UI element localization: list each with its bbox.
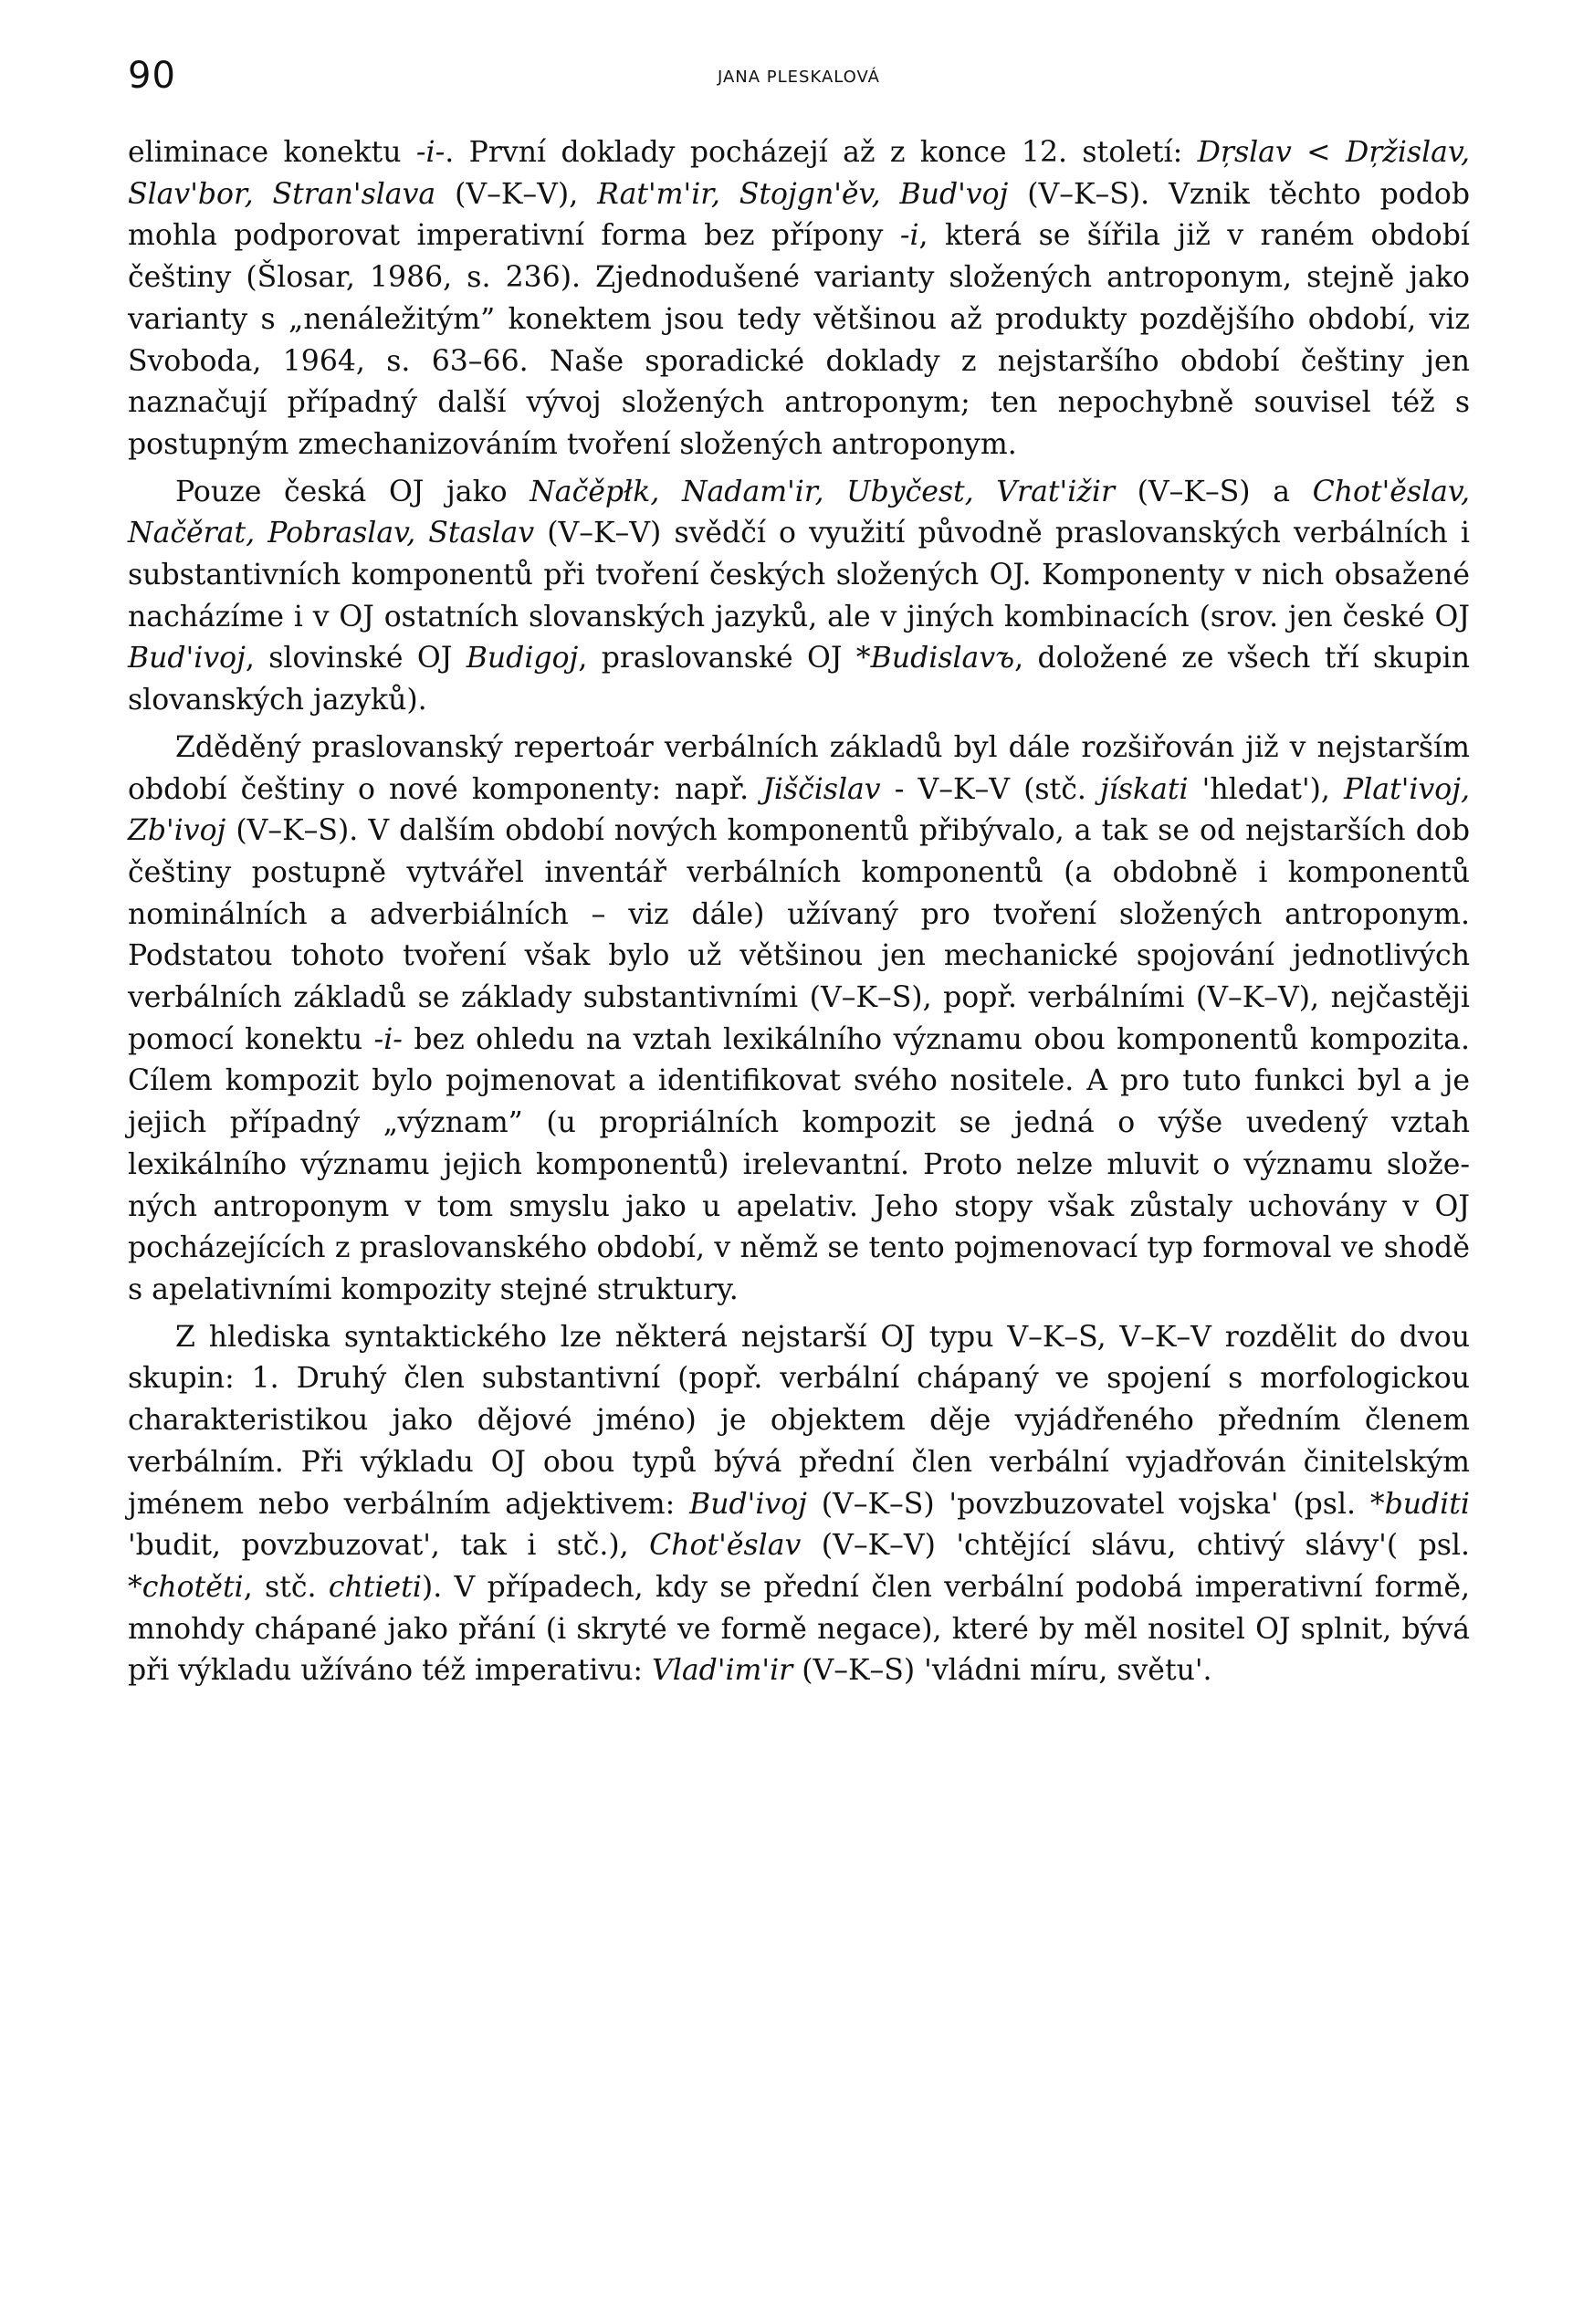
text-run: . První doklady pocházejí až z konce 12. století: [445,136,1198,169]
text-run: Zděděný praslovanský repertoár verbálních základů byl dále rozšiřován již v nejstarším období češtiny o nové komponenty: např. [128,730,1470,806]
italic-term: Jiščislav [762,772,881,806]
page-number: 90 [128,55,176,97]
italic-term: *buditi [1369,1487,1470,1521]
italic-term: -i- [373,1022,403,1056]
italic-term: Dŗslav [1197,136,1292,169]
text-run: , která se šířila již v raném období češtiny (Šlosar, 1986, s. 236). Zjednodušené varianty složených antroponym, stejně jako varianty s „nenáležitým” konektem jsou tedy většinou až produkty pozdějšího období, viz Svoboda, 1964, s. 63–66. Naše sporadické doklady z nejstaršího období češtiny jen naznačují případný další vývoj složených antroponym; ten nepochybně souvisel též s postupným zmechanizováním tvoření složených antroponym. [128,219,1471,461]
italic-term: Budigoj [466,642,579,675]
text-run: , doložené ze všech tří skupin slovanských jazyků). [128,642,1471,717]
italic-term: Bud'ivoj [128,642,246,675]
italic-term: -i- [415,136,446,169]
page-header [128,37,1470,119]
text-run: (V–K–V), [435,177,598,211]
italic-term: chtieti [328,1570,422,1604]
text-run: 'budit, povzbuzovat', tak i stč.), [128,1529,650,1563]
page [128,37,1470,2291]
italic-term: *Budislavъ [855,642,1015,675]
text-run: (V–K–S). V dalším období nových komponentů přibývalo, a tak se od nejstarších dob češtiny postupně vytvářel inventář verbálních komponentů (a obdobně i komponentů nominálních a adverbiálních – viz dále) užívaný pro tvoření složených antroponym. Podstatou tohoto tvoření však bylo už většinou jen mechanické spojování jednotlivých verbálních základů se základy substantivními (V–K–S), popř. verbálními (V–K–V), nejčastěji pomocí konektu [128,814,1470,1056]
text-run: (V–K–S) a [1115,475,1313,508]
text-run: ). V případech, kdy se přední člen verbální podobá imperativní formě, mnohdy chápané jako přání (i skryté ve formě negace), které by měl nositel OJ splnit, bývá při výkladu užíváno též imperativu: [128,1570,1470,1688]
text-run: Z hlediska syntaktického lze některá nejstarší OJ typu V–K–S, V–K–V rozdělit do dvou skupin: 1. Druhý člen substantivní (popř. verbální chápaný ve spojení s morfologickou charakteristikou jako dějové jméno) je objektem děje vyjádřeného předním členem verbálním. Při výkladu OJ obou typů bývá přední člen verbální vyjadřován činitelským jménem nebo verbálním adjektivem: [128,1320,1470,1521]
italic-term: Chot'ěslav, Načěrat, Pobraslav, Staslav [128,475,1470,550]
text-run: 'hledat'), [1188,772,1345,806]
italic-term: *chotěti [128,1570,244,1604]
italic-term: Načěpłk, Nadam'ir, Ubyčest, Vrat'ižir [530,475,1116,508]
text-run: (V–K–V) 'chtějící slávu, chtivý slávy'( psl. [801,1529,1470,1563]
text-run: Pouze česká OJ jako [175,475,530,508]
paragraph [128,728,1470,1312]
italic-term: Chot'ěslav [649,1529,802,1563]
italic-term: Rat'm'ir, Stojgn'ěv, Bud'voj [597,177,1009,211]
italic-term: Plat'ivoj, Zb'ivoj [128,772,1470,848]
text-run: (V–K–S) 'vládni míru, světu'. [792,1654,1212,1688]
italic-term: Bud'ivoj [689,1487,807,1521]
paragraph [128,472,1470,722]
italic-term: Vlad'im'ir [652,1654,793,1688]
text-run: , slovinské OJ [245,642,467,675]
text-run: < [1291,136,1346,169]
text-run: (V–K–S). Vznik těchto podob mohla podporovat imperativní forma bez přípony [128,177,1471,253]
italic-term: Dŗžislav, Slav'bor, Stran'slava [128,136,1471,211]
running-head: JANA PLESKALOVÁ [717,68,880,87]
italic-term: -i [899,219,919,253]
paragraph [128,132,1470,466]
italic-term: jískati [1099,772,1189,806]
body-text [128,132,1470,1698]
paragraph [128,1317,1470,1692]
text-run: eliminace konektu [128,136,416,169]
text-run: - V–K–V (stč. [880,772,1100,806]
text-run: , praslovanské OJ [578,642,856,675]
text-run: bez ohledu na vztah lexikálního významu obou komponentů kompozita. Cílem kompozit bylo pojmenovat a identifikovat svého nositele. A pro tuto funkci byl a je jejich případný „význam” (u propriálních kompozit se jedná o výše uvedený vztah lexikálního významu jejich komponentů) irelevantní. Proto nelze mluvit o významu složených antroponym v tom smyslu jako u apelativ. Jeho stopy však zůstaly uchovány v OJ pocházejících z praslovanského období, v němž se tento pojmenovací typ formoval ve shodě s apelativními kompozity stejné struktury. [128,1022,1470,1306]
text-run: , stč. [243,1570,329,1604]
text-run: (V–K–S) 'povzbuzovatel vojska' (psl. [806,1487,1370,1521]
text-run: (V–K–V) svědčí o využití původně praslovanských verbálních i substantivních komponentů při tvoření českých složených OJ. Komponenty v nich obsažené nacházíme i v OJ ostatních slovanských jazyků, ale v jiných kombinacích (srov. jen české OJ [128,517,1470,633]
